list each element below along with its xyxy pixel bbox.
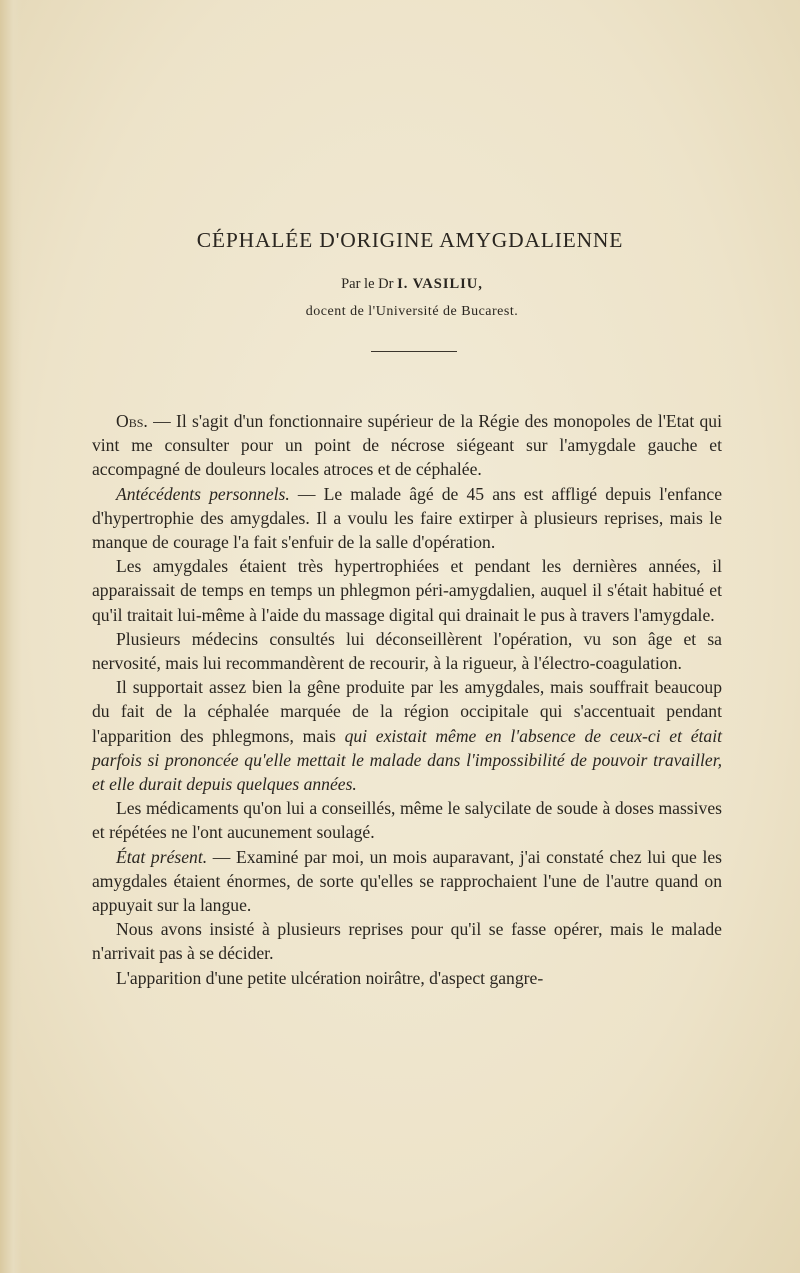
paragraph-medecins — [92, 627, 722, 675]
paragraph-text: — Il s'agit d'un fonctionnaire supérieur de la Régie des monopoles de l'Etat qui vint me consulter pour un point de nécrose siégeant sur l'amygdale gauche et accompagné de douleurs locales atroces et de céphalée. — [92, 411, 722, 480]
paragraph-medicaments — [92, 796, 722, 844]
paragraph-insiste — [92, 917, 722, 965]
paragraph-text: — Le malade âgé de 45 ans est affligé depuis l'enfance d'hypertrophie des amygdales. Il a voulu les faire extirper à plusieurs reprises, mais le manque de courage l'a fait s'enfuir de la salle d'opération. — [92, 483, 722, 553]
antecedents-heading: Antécédents personnels. — [116, 483, 290, 504]
paragraph-text: Les médicaments qu'on lui a conseillés, même le salycilate de soude à doses massives et répétées ne l'ont aucunement soulagé. — [92, 798, 722, 843]
article-byline — [0, 276, 800, 293]
byline-prefix: Par le Dr — [341, 276, 398, 292]
paragraph-observation — [92, 409, 722, 482]
page-binding-edge — [0, 0, 22, 1273]
etat-present-heading: État présent. — [116, 846, 208, 867]
paragraph-text: L'apparition d'une petite ulcération noirâtre, d'aspect gangre- — [116, 967, 544, 988]
observation-lead: Obs. — [116, 411, 148, 431]
paragraph-text: Les amygdales étaient très hypertrophiées et pendant les dernières années, il apparaissait de temps en temps un phlegmon péri-amygdalien, auquel il s'était habitué et qu'il traitait lui-même à l'aide du massage digital qui drainait le pus à travers l'amygdale. — [92, 556, 722, 625]
paragraph-text: Il supportait assez bien la gêne produite par les amygdales, mais souffrait beaucoup du fait de la céphalée marquée de la région occipitale qui s'accentuait pendant l'apparition des phlegmons, mais — [92, 677, 722, 746]
paragraph-antecedents — [92, 482, 722, 555]
author-name: I. VASILIU, — [397, 276, 483, 292]
paragraph-text: — Examiné par moi, un mois auparavant, j'ai constaté chez lui que les amygdales étaient énormes, de sorte qu'elles se rapprochaient l'une de l'autre quand on appuyait sur la langue. — [92, 846, 723, 916]
section-divider — [371, 351, 457, 352]
paragraph-cephalee — [92, 675, 722, 796]
paragraph-amygdales — [92, 554, 722, 627]
paragraph-text: Plusieurs médecins consultés lui déconseillèrent l'opération, vu son âge et sa nervosité, mais lui recommandèrent de recourir, à la rigueur, à l'électro-coagulation. — [92, 628, 722, 674]
author-affiliation: docent de l'Université de Bucarest. — [305, 304, 519, 319]
paragraph-text: Nous avons insisté à plusieurs reprises pour qu'il se fasse opérer, mais le malade n'arrivait pas à se décider. — [92, 919, 722, 964]
paragraph-etat-present — [92, 845, 722, 918]
paragraph-ulceration — [92, 966, 722, 990]
article-body — [92, 409, 722, 990]
paragraph-italic-emphasis: qui existait même en l'absence de ceux-ci et était parfois si prononcée qu'elle mettait le malade dans l'impossibilité de pouvoir travailler, et elle durait depuis quelques années. — [92, 725, 722, 795]
article-title: CÉPHALÉE D'ORIGINE AMYGDALIENNE — [196, 228, 624, 252]
